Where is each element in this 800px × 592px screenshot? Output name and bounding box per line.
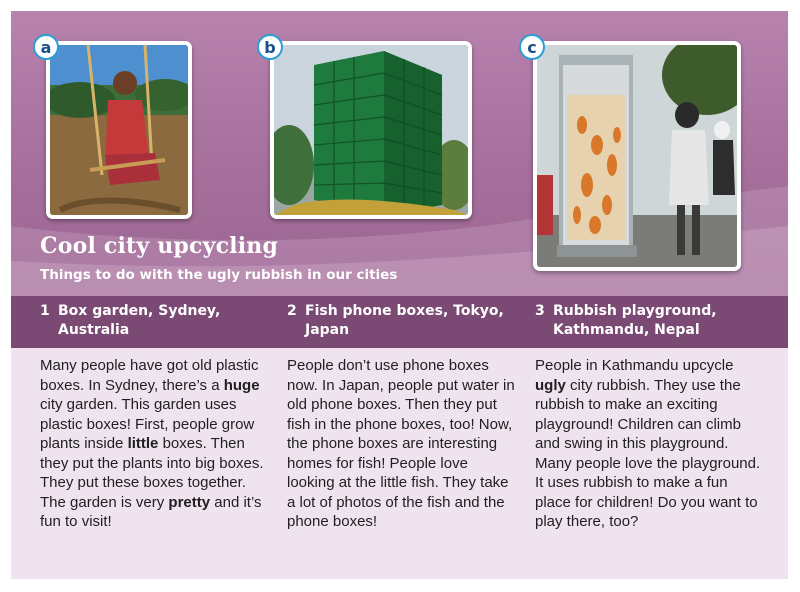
- emphasis-word: pretty: [168, 493, 211, 511]
- article-page: [11, 11, 788, 579]
- emphasis-word: little: [127, 435, 159, 452]
- column-heading-3: [535, 302, 717, 340]
- body-text-run: and it’s fun to visit!: [40, 493, 262, 530]
- emphasis-word: huge: [223, 376, 260, 394]
- column-body-1: [40, 356, 270, 532]
- girl-on-swing-image: [50, 45, 188, 215]
- column-heading-line: Rubbish playground,: [553, 303, 717, 319]
- column-heading-line: Fish phone boxes, Tokyo,: [305, 303, 504, 319]
- body-text-run: city rubbish. They use the rubbish to make an exciting playground! Children can climb and swing in this playground. Many people love the playground. It uses rubbish to make a fun place for children! Do you want to play there, too?: [535, 376, 761, 530]
- photo-c: [533, 41, 741, 271]
- column-heading-1: [40, 302, 220, 340]
- column-heading-line: Box garden, Sydney,: [58, 303, 221, 319]
- body-text-run: city garden. This garden uses plastic boxes! First, people grow plants inside: [40, 396, 255, 452]
- photo-b: [270, 41, 472, 219]
- plastic-box-garden-image: [274, 45, 468, 215]
- column-heading-line: Japan: [305, 322, 350, 338]
- column-number: 1: [40, 303, 50, 319]
- body-text-run: boxes. Then they put the plants into big boxes. They put these boxes together. The garden is very: [40, 435, 264, 511]
- column-body-3: [535, 356, 767, 532]
- photo-b-badge: b: [257, 34, 283, 60]
- column-number: 3: [535, 303, 545, 319]
- column-body-2: [287, 356, 519, 532]
- column-heading-line: Kathmandu, Nepal: [553, 322, 700, 338]
- photo-c-badge: c: [519, 34, 545, 60]
- photo-a: [46, 41, 192, 219]
- photo-a-badge: a: [33, 34, 59, 60]
- body-text-run: People don’t use phone boxes now. In Japan, people put water in old phone boxes. Then they put fish in the phone boxes, too! Now, the phone boxes are interesting homes for fish! People love looking at the little fish. They take a lot of photos of the fish and the phone boxes!: [287, 357, 515, 530]
- column-number: 2: [287, 303, 297, 319]
- page-subtitle: Things to do with the ugly rubbish in our cities: [40, 267, 398, 283]
- column-heading-bar: [11, 296, 788, 348]
- fish-phone-box-image: [537, 45, 737, 267]
- page-title: Cool city upcycling: [40, 233, 279, 259]
- body-text-run: People in Kathmandu upcycle: [535, 357, 734, 374]
- emphasis-word: ugly: [535, 376, 566, 394]
- column-heading-line: Australia: [58, 322, 130, 338]
- body-text-run: Many people have got old plastic boxes. In Sydney, there’s a: [40, 357, 259, 394]
- column-heading-2: [287, 302, 504, 340]
